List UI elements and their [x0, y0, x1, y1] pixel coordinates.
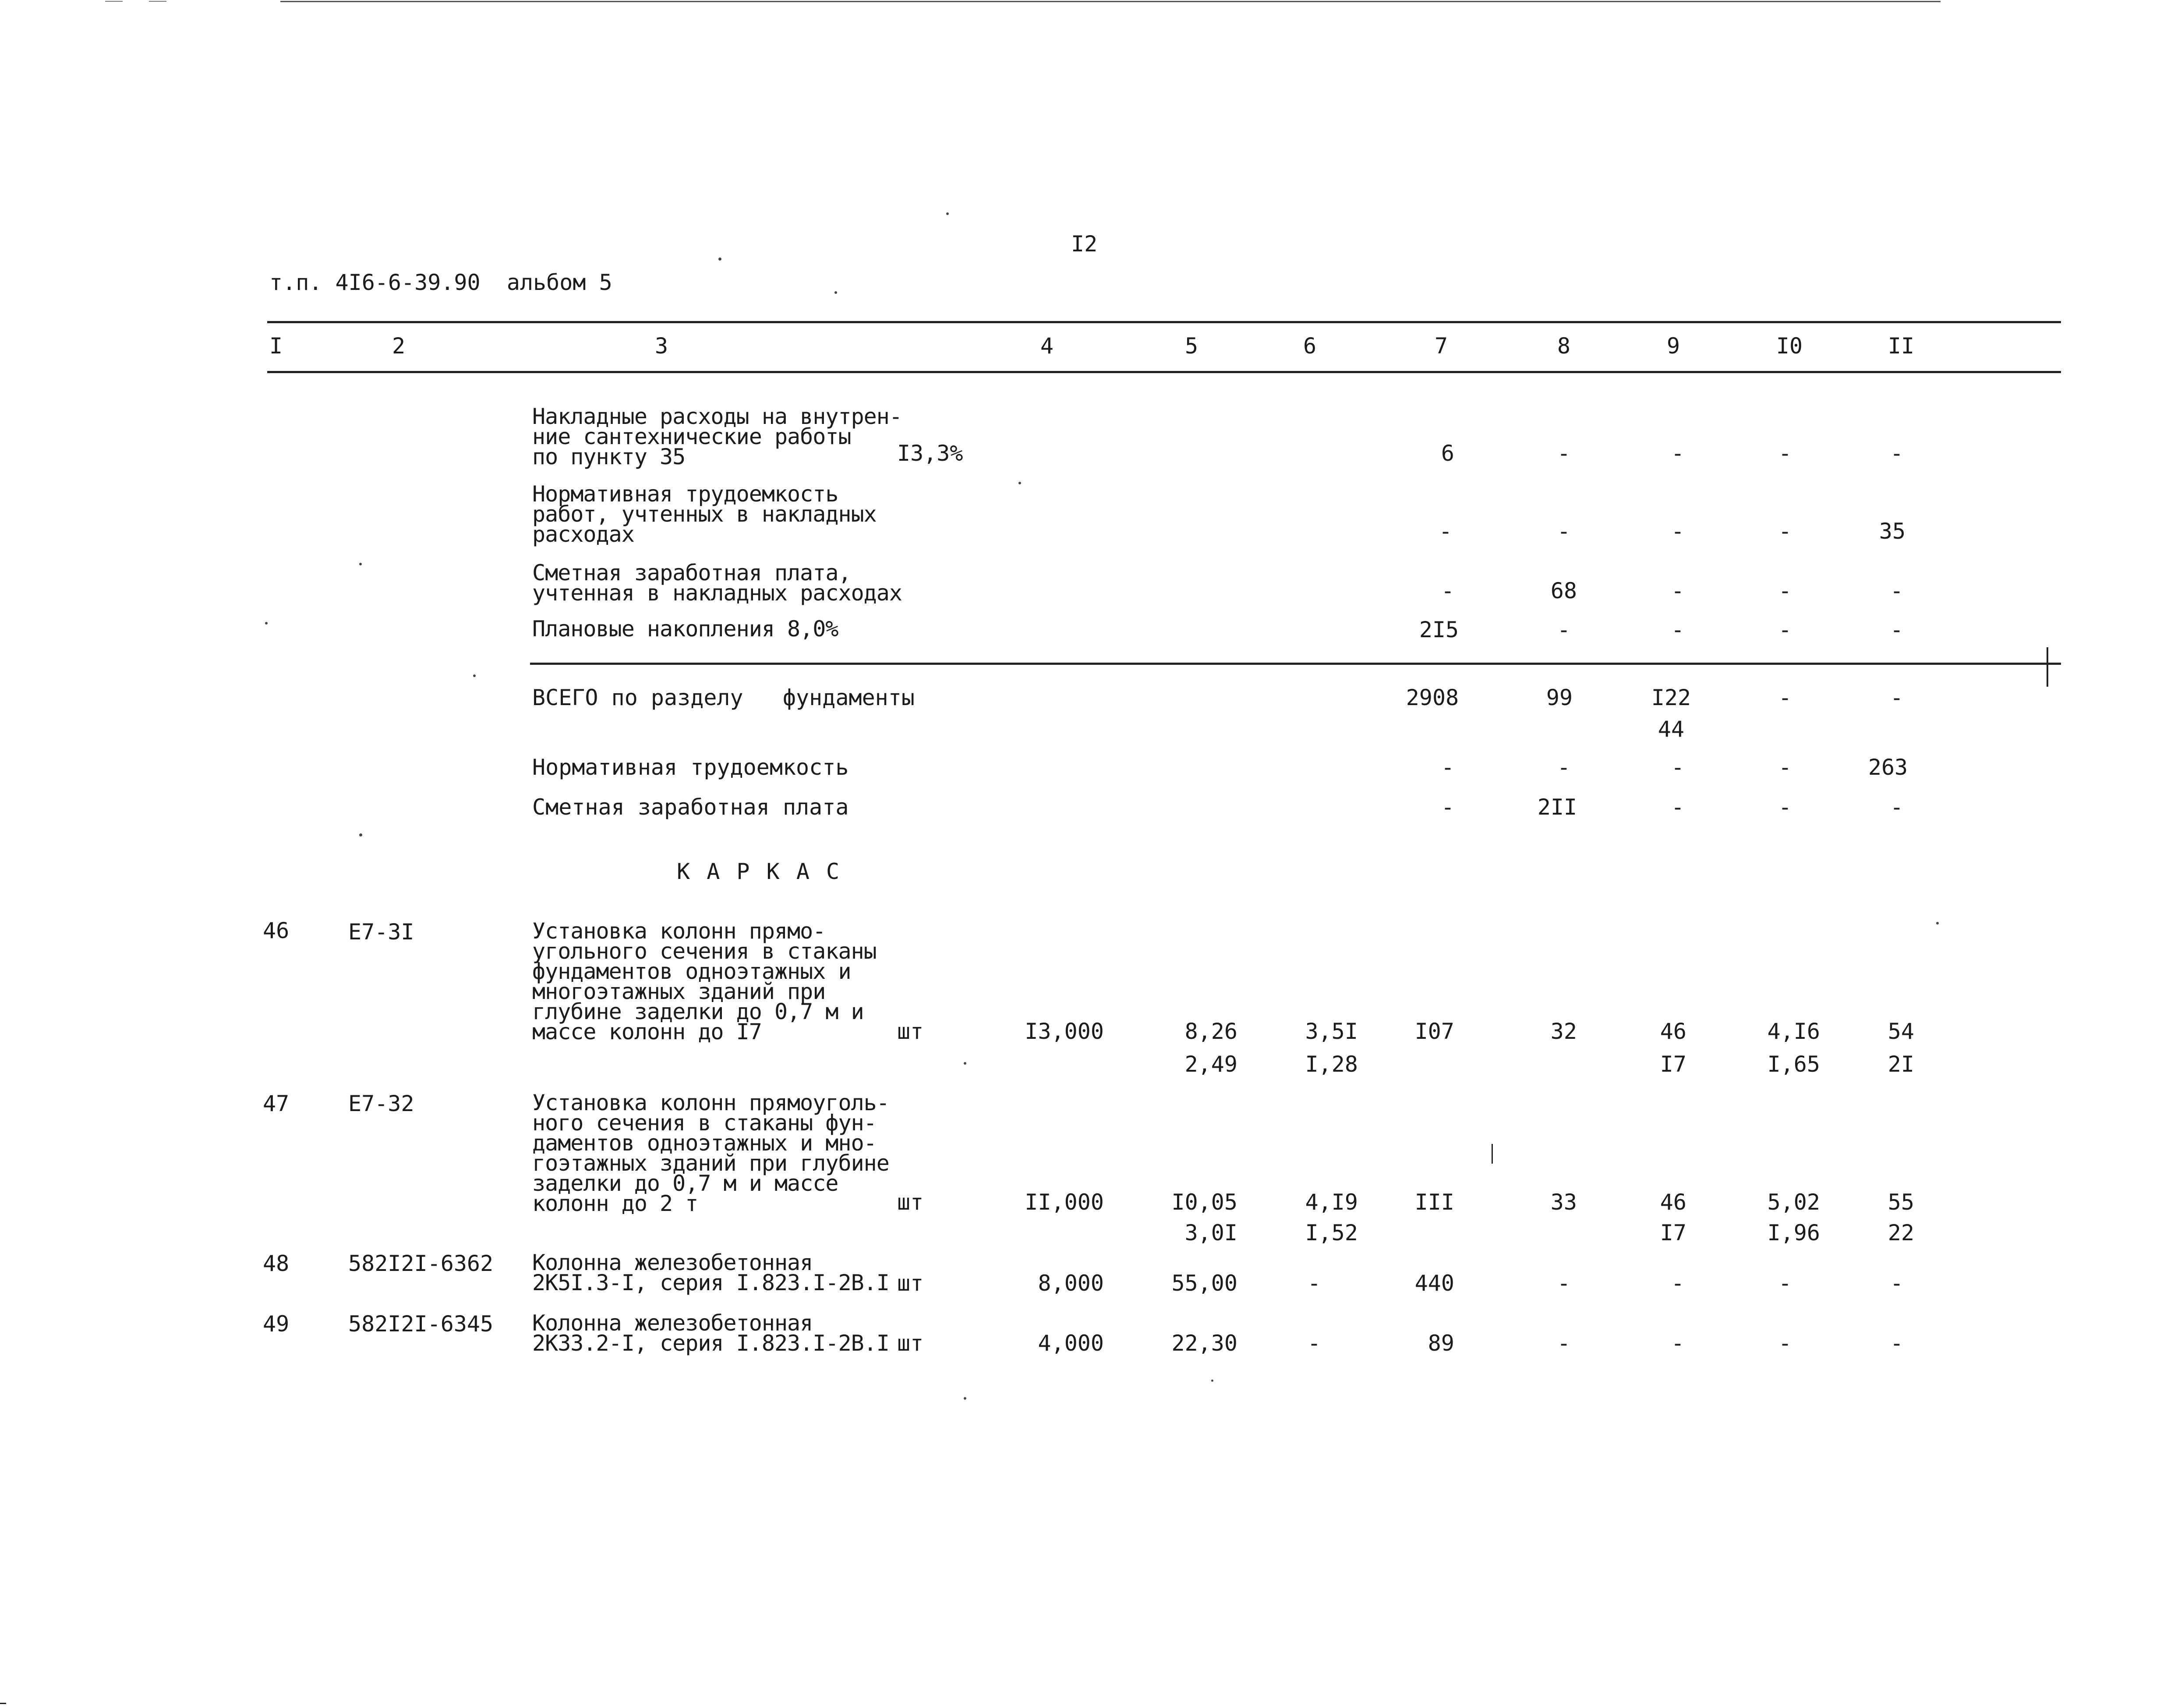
scan-speck [718, 258, 721, 261]
item-47-c11: 55 [1888, 1189, 1914, 1215]
item-48-c8: - [1557, 1270, 1571, 1296]
item-47-c9: 46 [1660, 1189, 1686, 1215]
total-wage-desc: Сметная заработная плата [532, 794, 849, 820]
item-46-c8: 32 [1550, 1019, 1577, 1044]
item-49-qty: 4,000 [1038, 1330, 1104, 1356]
scan-speck [1936, 922, 1939, 925]
item-46-c7: I07 [1414, 1019, 1454, 1044]
item-47-c9b: I7 [1660, 1220, 1686, 1246]
item-48-code: 582I2I-6362 [348, 1251, 494, 1276]
item-48-c6: - [1307, 1270, 1321, 1296]
overhead-r1-c7: 6 [1441, 441, 1454, 466]
total-c10: - [1778, 685, 1792, 710]
overhead-desc-3: Сметная заработная плата, учтенная в накладных расходах [532, 560, 902, 606]
overhead-r3-c7: - [1441, 578, 1455, 603]
scan-speck [359, 833, 362, 836]
col-header-3: 3 [654, 333, 668, 359]
item-46-c6b: I,28 [1305, 1052, 1358, 1077]
scan-speck [834, 291, 837, 294]
item-49-c8: - [1557, 1330, 1571, 1356]
total-wage-c7: - [1441, 794, 1455, 820]
overhead-r4-c10: - [1778, 617, 1792, 642]
col-header-11: II [1888, 333, 1915, 359]
overhead-r2-c9: - [1671, 519, 1685, 544]
col-header-8: 8 [1557, 333, 1571, 359]
total-wage-c10: - [1778, 794, 1792, 820]
col-header-1: I [269, 333, 283, 359]
total-labor-c9: - [1671, 755, 1685, 780]
item-48-c7: 440 [1414, 1270, 1454, 1296]
total-wage-c9: - [1671, 794, 1685, 820]
item-47-c5b: 3,0I [1184, 1220, 1237, 1246]
item-49-c9: - [1671, 1330, 1685, 1356]
item-47-code: Е7-32 [348, 1091, 414, 1116]
scan-mark [1492, 1144, 1493, 1164]
total-wage-c11: - [1890, 794, 1904, 820]
total-c7: 2908 [1406, 685, 1459, 710]
total-c11: - [1890, 685, 1904, 710]
item-47-c7: III [1414, 1189, 1454, 1215]
header-top-rule [267, 321, 2061, 323]
totals-divider-tick [2047, 647, 2048, 687]
item-49-number: 49 [263, 1311, 290, 1337]
item-49-c5: 22,30 [1171, 1330, 1237, 1356]
overhead-r2-c8: - [1557, 519, 1571, 544]
item-47-desc: Установка колонн прямоуголь- ного сечения в стаканы фун- даментов одноэтажных и мно- гоэтажных зданий при глубине заделки до 0,7 м и массе колонн до 2 т [532, 1090, 889, 1216]
item-46-c10b: I,65 [1767, 1052, 1820, 1077]
item-49-code: 582I2I-6345 [348, 1311, 494, 1337]
total-wage-c8: 2II [1537, 794, 1577, 820]
item-48-c9: - [1671, 1270, 1685, 1296]
total-c8: 99 [1546, 685, 1573, 710]
overhead-r3-c8: 68 [1550, 578, 1577, 603]
col-header-9: 9 [1666, 333, 1680, 359]
item-48-c5: 55,00 [1171, 1270, 1237, 1296]
scan-speck [473, 674, 476, 677]
item-49-c11: - [1890, 1330, 1904, 1356]
total-labor-c8: - [1557, 755, 1571, 780]
item-48-number: 48 [263, 1251, 290, 1276]
item-48-desc: Колонна железобетонная 2К5I.3-I, серия I.823.I-2В.I [532, 1250, 889, 1295]
col-header-10: I0 [1776, 333, 1803, 359]
item-47-c8: 33 [1550, 1189, 1577, 1215]
total-labor-c10: - [1778, 755, 1792, 780]
item-47-c10: 5,02 [1767, 1189, 1820, 1215]
item-47-number: 47 [263, 1091, 290, 1116]
total-labor-c7: - [1441, 755, 1455, 780]
overhead-r4-c7: 2I5 [1419, 617, 1459, 642]
item-48-c11: - [1890, 1270, 1904, 1296]
total-c9-sub: 44 [1658, 716, 1685, 742]
total-section-desc: ВСЕГО по разделу фундаменты [532, 685, 915, 710]
overhead-r3-c11: - [1890, 578, 1904, 603]
item-48-unit: шт [897, 1270, 924, 1296]
scan-speck [265, 622, 268, 625]
total-c9: I22 [1651, 685, 1691, 710]
scan-speck [946, 212, 949, 215]
item-49-c7: 89 [1428, 1330, 1454, 1356]
overhead-r2-c11: 35 [1879, 519, 1906, 544]
overhead-r4-c8: - [1557, 617, 1571, 642]
item-49-c6: - [1307, 1330, 1321, 1356]
item-46-c9b: I7 [1660, 1052, 1686, 1077]
section-title: К А Р К А С [677, 859, 841, 884]
page-number: I2 [1071, 231, 1098, 257]
item-49-desc: Колонна железобетонная 2К33.2-I, серия I.823.I-2В.I [532, 1310, 889, 1356]
item-46-c11b: 2I [1888, 1052, 1914, 1077]
overhead-r3-c10: - [1778, 578, 1792, 603]
item-47-c6b: I,52 [1305, 1220, 1358, 1246]
item-48-c10: - [1778, 1270, 1792, 1296]
item-47-c6: 4,I9 [1305, 1189, 1358, 1215]
item-49-unit: шт [897, 1330, 924, 1356]
totals-divider [530, 663, 2061, 665]
overhead-r4-c11: - [1890, 617, 1904, 642]
item-46-c10: 4,I6 [1767, 1019, 1820, 1044]
scan-mark [0, 1703, 6, 1704]
scan-speck [1211, 1380, 1213, 1382]
top-scan-line [280, 1, 1941, 2]
item-47-qty: II,000 [1025, 1189, 1104, 1215]
overhead-r1-c11: - [1890, 441, 1904, 466]
overhead-r2-c10: - [1778, 519, 1792, 544]
overhead-r2-c7: - [1439, 519, 1453, 544]
top-left-dash [149, 1, 166, 2]
overhead-desc-4: Плановые накопления 8,0% [532, 616, 838, 642]
item-47-c11b: 22 [1888, 1220, 1914, 1246]
item-46-unit: шт [897, 1019, 924, 1044]
total-labor-desc: Нормативная трудоемкость [532, 755, 849, 780]
header-bottom-rule [267, 371, 2061, 373]
scan-speck [964, 1397, 966, 1400]
overhead-desc-1: Накладные расходы на внутрен- ние сантехнические работы по пункту 35 [532, 404, 902, 469]
item-47-c10b: I,96 [1767, 1220, 1820, 1246]
overhead-r1-c8: - [1557, 441, 1571, 466]
item-46-code: Е7-3I [348, 919, 414, 945]
overhead-percent: I3,3% [897, 441, 963, 466]
col-header-2: 2 [392, 333, 406, 359]
item-47-c5: I0,05 [1171, 1189, 1237, 1215]
item-46-c9: 46 [1660, 1019, 1686, 1044]
item-46-c11: 54 [1888, 1019, 1914, 1044]
top-left-dash [105, 1, 123, 2]
item-46-c5b: 2,49 [1184, 1052, 1237, 1077]
item-47-unit: шт [897, 1189, 924, 1215]
overhead-r3-c9: - [1671, 578, 1685, 603]
col-header-5: 5 [1184, 333, 1198, 359]
item-48-qty: 8,000 [1038, 1270, 1104, 1296]
item-46-qty: I3,000 [1025, 1019, 1104, 1044]
overhead-r4-c9: - [1671, 617, 1685, 642]
total-labor-c11: 263 [1868, 755, 1908, 780]
item-46-desc: Установка колонн прямо- угольного сечения в стаканы фундаментов одноэтажных и многоэтажных зданий при глубине заделки до 0,7 м и массе колонн до I7 [532, 918, 877, 1045]
col-header-7: 7 [1434, 333, 1448, 359]
col-header-6: 6 [1303, 333, 1317, 359]
document-header: т.п. 4I6-6-39.90 альбом 5 [269, 270, 612, 295]
item-46-c6: 3,5I [1305, 1019, 1358, 1044]
scan-speck [964, 1062, 966, 1065]
item-46-number: 46 [263, 918, 290, 943]
scan-speck [1018, 482, 1021, 484]
col-header-4: 4 [1040, 333, 1054, 359]
scan-speck [359, 563, 362, 565]
item-49-c10: - [1778, 1330, 1792, 1356]
overhead-r1-c9: - [1671, 441, 1685, 466]
overhead-r1-c10: - [1778, 441, 1792, 466]
item-46-c5: 8,26 [1184, 1019, 1237, 1044]
overhead-desc-2: Нормативная трудоемкость работ, учтенных в накладных расходах [532, 481, 877, 547]
